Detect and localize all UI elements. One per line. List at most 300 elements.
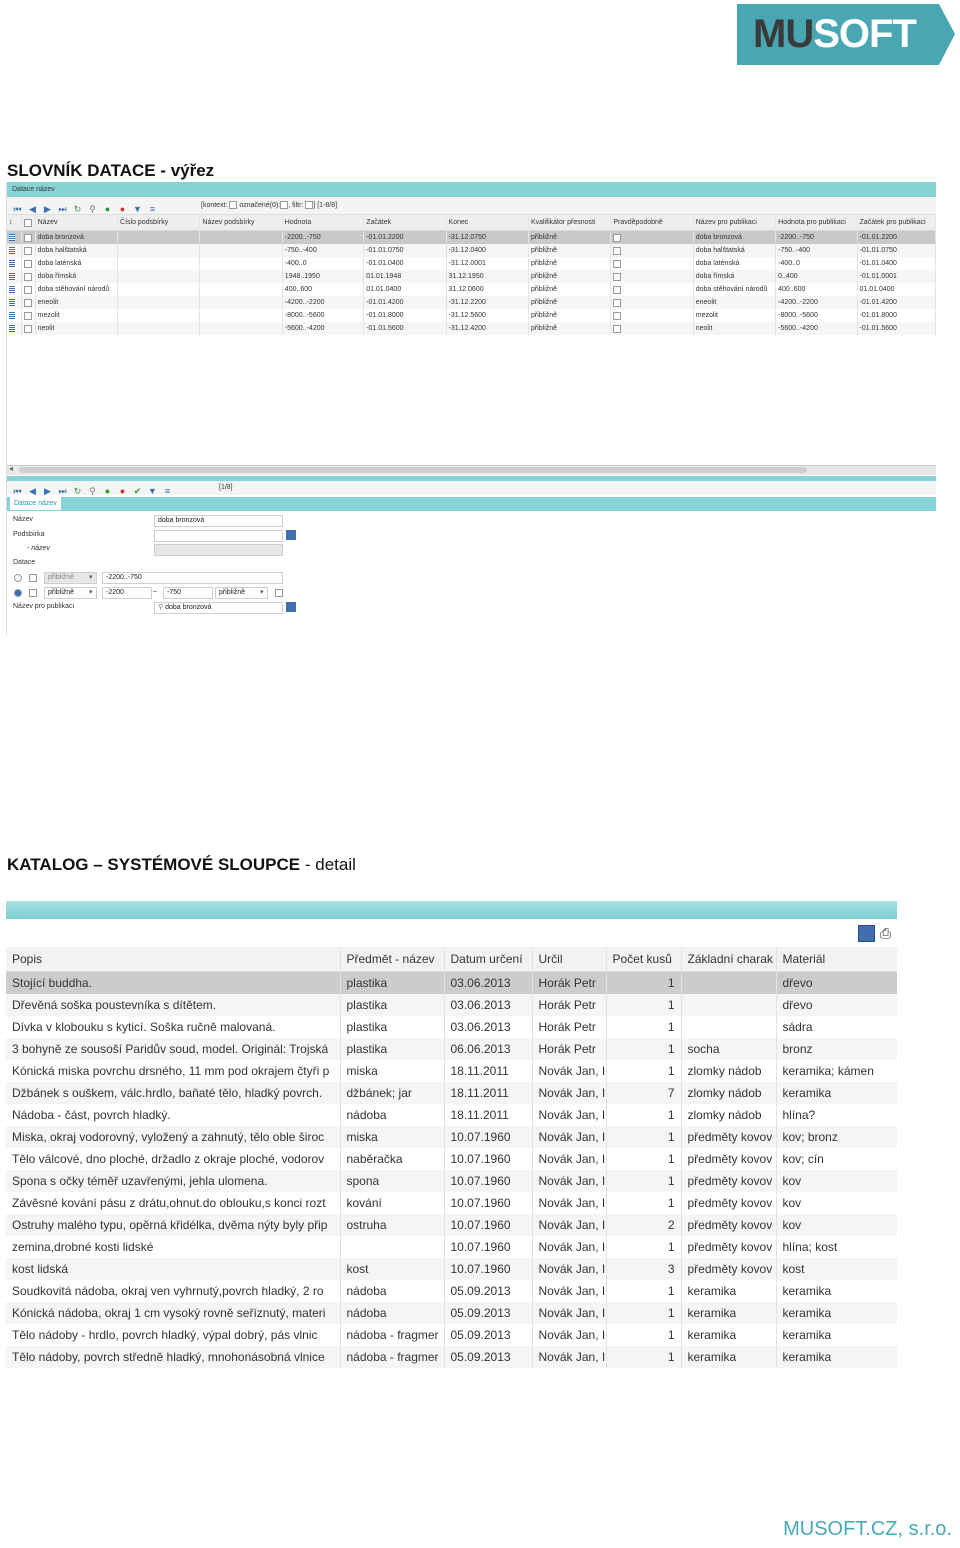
first-record-icon[interactable]: ⏮ (13, 486, 22, 497)
grid1-cell: -31.12.4200 (446, 322, 528, 335)
scroll-left-icon[interactable]: ◂ (9, 464, 14, 473)
grid1-context-bar: [kontext: označené(0): , filtr: ] [1-8/8] (201, 202, 338, 209)
catalog-cell: Novák Jan, I (532, 1104, 606, 1126)
grid1-cell: 01.01.0400 (857, 283, 935, 296)
row-checkbox[interactable] (24, 286, 32, 294)
pravdepodobne-checkbox[interactable] (613, 260, 621, 268)
catalog-cell: předměty kovov (681, 1126, 776, 1148)
catalog-column-header[interactable]: Materiál (776, 947, 897, 972)
catalog-cell: 1 (606, 1236, 681, 1258)
row-detail-icon[interactable] (9, 286, 15, 293)
catalog-column-header[interactable]: Počet kusů (606, 947, 681, 972)
catalog-cell: keramika (681, 1346, 776, 1368)
catalog-cell (681, 972, 776, 995)
grid1-cell (200, 231, 282, 245)
grid1-column-header[interactable]: Hodnota (282, 215, 363, 231)
row-detail-icon[interactable] (9, 299, 15, 306)
pravdepodobne-checkbox[interactable] (613, 299, 621, 307)
last-record-icon[interactable]: ⏭ (58, 486, 67, 497)
catalog-cell: 1 (606, 972, 681, 995)
save-icon[interactable] (858, 925, 875, 942)
datace-interval-checkbox[interactable] (29, 589, 37, 597)
catalog-cell: 1 (606, 1038, 681, 1060)
marked-checkbox[interactable] (280, 201, 288, 209)
grid1-cell: doba stěhování národů (693, 283, 775, 296)
publikace-lookup-icon[interactable] (286, 602, 296, 612)
musoft-logo (737, 4, 955, 65)
table-row[interactable] (6, 1038, 897, 1060)
grid1-horizontal-scrollbar[interactable] (7, 465, 936, 475)
table-row[interactable] (6, 1214, 897, 1236)
catalog-cell: hlína; kost (776, 1236, 897, 1258)
filter-clear-icon[interactable]: ≡ (164, 486, 171, 497)
table-row[interactable] (6, 1170, 897, 1192)
grid1-column-header[interactable]: Začátek pro publikaci (857, 215, 935, 231)
catalog-cell: Novák Jan, I (532, 1280, 606, 1302)
label-nazev-pro-publikaci: Název pro publikaci (13, 603, 75, 610)
datace-dictionary-window (6, 182, 936, 636)
grid1-column-header[interactable]: Název pro publikaci (693, 215, 775, 231)
grid1-cell: -400..0 (282, 257, 363, 270)
catalog-cell: Novák Jan, I (532, 1258, 606, 1280)
catalog-cell: 3 (606, 1258, 681, 1280)
confirm-icon[interactable]: ✔ (133, 486, 142, 497)
grid1-cell (118, 296, 200, 309)
grid1-column-header[interactable]: Kvalifikátor přesnosti (528, 215, 610, 231)
catalog-cell: 1 (606, 994, 681, 1016)
next-record-icon[interactable]: ▶ (44, 486, 51, 497)
grid1-cell (118, 231, 200, 245)
filter-icon[interactable]: ▼ (148, 486, 157, 497)
datace-from-field[interactable]: -2200 (102, 587, 152, 599)
row-checkbox[interactable] (24, 247, 32, 255)
catalog-cell: zlomky nádob (681, 1082, 776, 1104)
grid1-cell: mezolit (35, 309, 117, 322)
catalog-column-header[interactable]: Předmět - název (340, 947, 444, 972)
grid1-cell: -750..-400 (282, 244, 363, 257)
detail-tab-bar (7, 497, 936, 511)
grid1-column-header[interactable]: Konec (446, 215, 528, 231)
datace-range-field[interactable]: -2200..-750 (102, 572, 283, 584)
grid1-cell (611, 257, 693, 270)
section2-title: KATALOG – SYSTÉMOVÉ SLOUPCE - detail (7, 855, 356, 874)
table-row[interactable] (7, 270, 936, 283)
label-podsbirka-nazev: - název (27, 545, 50, 552)
table-row[interactable] (6, 994, 897, 1016)
prev-record-icon[interactable]: ◀ (29, 204, 36, 215)
export-icon[interactable]: ⎙ (880, 925, 892, 941)
grid1-cell: -01.01.4200 (364, 296, 446, 309)
grid1-cell (611, 309, 693, 322)
table-row[interactable] (6, 1016, 897, 1038)
catalog-cell: Kónická miska povrchu drsného, 11 mm pod okrajem čtyři p (6, 1060, 340, 1082)
table-row[interactable] (7, 322, 936, 335)
catalog-cell: 05.09.2013 (444, 1346, 532, 1368)
grid1-cell (200, 309, 282, 322)
pravdepodobne-checkbox[interactable] (613, 234, 621, 242)
catalog-cell: předměty kovov (681, 1236, 776, 1258)
catalog-cell: Džbánek s ouškem, válc.hrdlo, baňaté tělo, hladký povrch. (6, 1082, 340, 1104)
add-icon[interactable]: ● (104, 204, 111, 215)
context-checkbox[interactable] (229, 201, 237, 209)
pravdepodobne-checkbox[interactable] (613, 286, 621, 294)
catalog-cell: 10.07.1960 (444, 1126, 532, 1148)
catalog-cell (681, 994, 776, 1016)
catalog-cell: Horák Petr (532, 972, 606, 995)
grid1-cell: -4200..-2200 (776, 296, 857, 309)
row-checkbox[interactable] (24, 312, 32, 320)
catalog-cell: nádoba (340, 1104, 444, 1126)
grid1-cell (118, 283, 200, 296)
catalog-cell: předměty kovov (681, 1148, 776, 1170)
search-icon[interactable]: ⚲ (89, 204, 96, 215)
filter-checkbox[interactable] (305, 201, 313, 209)
add-icon[interactable]: ● (104, 486, 111, 497)
row-detail-icon[interactable] (9, 247, 15, 254)
chevron-down-icon[interactable]: ▾ (260, 589, 264, 596)
catalog-column-header[interactable]: Popis (6, 947, 340, 972)
catalog-cell: Novák Jan, I (532, 1302, 606, 1324)
catalog-cell: kost lidská (6, 1258, 340, 1280)
table-row[interactable] (7, 283, 936, 296)
catalog-cell: Horák Petr (532, 1016, 606, 1038)
catalog-cell: kov; cín (776, 1148, 897, 1170)
table-row[interactable] (6, 1280, 897, 1302)
grid1-cell: -400..0 (776, 257, 857, 270)
grid1-cell (118, 257, 200, 270)
delete-icon[interactable]: ● (119, 486, 126, 497)
grid1-cell (611, 270, 693, 283)
grid1-cell: přibližně (528, 322, 610, 335)
catalog-header-row (6, 947, 897, 972)
grid1-cell: 01.01.1948 (364, 270, 446, 283)
catalog-cell: kov (776, 1214, 897, 1236)
catalog-cell: nádoba (340, 1302, 444, 1324)
row-checkbox[interactable] (24, 299, 32, 307)
row-detail-icon[interactable] (9, 325, 15, 332)
catalog-cell: Novák Jan, I (532, 1214, 606, 1236)
detail-record-counter: [1/8] (219, 484, 233, 491)
grid1-column-header[interactable]: Číslo podsbírky (118, 215, 200, 231)
grid1-cell: -31.12.5600 (446, 309, 528, 322)
detail-form (7, 512, 299, 614)
prev-record-icon[interactable]: ◀ (29, 486, 36, 497)
podsbirka-lookup-icon[interactable] (286, 530, 296, 540)
catalog-cell: džbánek; jar (340, 1082, 444, 1104)
grid1-cell: přibližně (528, 296, 610, 309)
filter-clear-icon[interactable]: ≡ (149, 204, 156, 215)
catalog-cell: keramika (681, 1280, 776, 1302)
catalog-cell: Horák Petr (532, 1038, 606, 1060)
catalog-cell: 1 (606, 1324, 681, 1346)
catalog-cell: nádoba - fragmer (340, 1346, 444, 1368)
catalog-cell: Nádoba - část, povrch hladký. (6, 1104, 340, 1126)
catalog-toolbar (6, 920, 897, 946)
row-detail-icon[interactable] (9, 312, 15, 319)
catalog-cell: Kónická nádoba, okraj 1 cm vysoký rovně seříznutý, materi (6, 1302, 340, 1324)
grid1-cell: -01.01.8000 (364, 309, 446, 322)
grid1-cell: -01.01.0750 (364, 244, 446, 257)
catalog-cell: Miska, okraj vodorovný, vyložený a zahnutý, tělo oble široc (6, 1126, 340, 1148)
grid1-cell: 01.01.0400 (364, 283, 446, 296)
catalog-cell: zemina,drobné kosti lidské (6, 1236, 340, 1258)
table-row[interactable] (7, 309, 936, 322)
label-datace: Datace (13, 559, 36, 566)
catalog-cell: bronz (776, 1038, 897, 1060)
catalog-cell: 2 (606, 1214, 681, 1236)
catalog-column-header[interactable]: Určil (532, 947, 606, 972)
next-record-icon[interactable]: ▶ (44, 204, 51, 215)
grid1-cell (200, 283, 282, 296)
catalog-cell: 1 (606, 1126, 681, 1148)
row-checkbox[interactable] (24, 260, 32, 268)
catalog-grid (6, 947, 897, 1368)
row-detail-icon[interactable] (9, 234, 15, 241)
table-row[interactable] (6, 1192, 897, 1214)
grid1-cell: přibližně (528, 244, 610, 257)
grid1-cell: 400..600 (776, 283, 857, 296)
select-all-checkbox[interactable] (21, 215, 35, 231)
table-row[interactable] (6, 1148, 897, 1170)
catalog-cell: keramika (681, 1324, 776, 1346)
logo-text-mu: MU (753, 12, 814, 56)
grid1-cell: -01.01.0400 (364, 257, 446, 270)
grid1-cell: 31.12.1950 (446, 270, 528, 283)
datace-interval-radio[interactable] (14, 589, 22, 597)
grid1-cell (611, 283, 693, 296)
catalog-cell: keramika (681, 1302, 776, 1324)
grid1-cell (611, 322, 693, 335)
table-row[interactable] (7, 257, 936, 270)
catalog-cell: 06.06.2013 (444, 1038, 532, 1060)
catalog-cell: 7 (606, 1082, 681, 1104)
qualifier-select-1[interactable]: přibližně (44, 572, 97, 584)
catalog-cell: sádra (776, 1016, 897, 1038)
scrollbar-thumb[interactable] (19, 467, 807, 473)
podsbirka-field[interactable] (154, 530, 283, 542)
detail-tab[interactable]: Datace název (10, 497, 61, 510)
datace-range-checkbox[interactable] (29, 574, 37, 582)
range-dash: – (153, 588, 157, 595)
grid1-cell: -8000..-5600 (776, 309, 857, 322)
grid1-cell: přibližně (528, 270, 610, 283)
publikace-field[interactable]: ⚲ doba bronzová (154, 602, 283, 614)
qualifier-select-3[interactable]: přibližně (215, 587, 268, 599)
grid1-column-header[interactable]: Pravděpodobně (611, 215, 693, 231)
filter-icon[interactable]: ▼ (133, 204, 142, 215)
nazev-field[interactable]: doba bronzová (154, 515, 283, 527)
datace-to-field[interactable]: -750 (163, 587, 213, 599)
catalog-cell: keramika (776, 1346, 897, 1368)
label-nazev: Název (13, 516, 33, 523)
section1-title: SLOVNÍK DATACE - výřez (7, 161, 215, 180)
table-row[interactable] (6, 1126, 897, 1148)
pravdepodobne-checkbox[interactable] (275, 589, 283, 597)
table-row[interactable] (6, 1346, 897, 1368)
catalog-cell: keramika (776, 1302, 897, 1324)
table-row[interactable] (7, 296, 936, 309)
grid1-cell: mezolit (693, 309, 775, 322)
qualifier-select-2[interactable]: přibližně (44, 587, 97, 599)
delete-icon[interactable]: ● (119, 204, 126, 215)
grid1-cell: přibližně (528, 231, 610, 245)
grid1-cell (200, 270, 282, 283)
catalog-cell: Novák Jan, I (532, 1346, 606, 1368)
catalog-column-header[interactable]: Základní charak (681, 947, 776, 972)
grid1-cell: eneolit (35, 296, 117, 309)
catalog-cell: kov (776, 1170, 897, 1192)
catalog-cell: 10.07.1960 (444, 1192, 532, 1214)
grid1-record-count: [1-8/8] (317, 202, 338, 209)
catalog-cell: Ostruhy malého typu, opěrná křidélka, dvěma nýty byly přip (6, 1214, 340, 1236)
catalog-cell: keramika (776, 1324, 897, 1346)
catalog-header-bar (6, 901, 897, 919)
grid1-cell: doba halštatská (693, 244, 775, 257)
grid1-cell: doba bronzová (693, 231, 775, 245)
catalog-cell: 1 (606, 1192, 681, 1214)
logo-text-soft: SOFT (813, 12, 916, 56)
refresh-icon[interactable]: ↻ (73, 486, 82, 497)
pravdepodobne-checkbox[interactable] (613, 247, 621, 255)
grid1-panel-header (7, 182, 936, 197)
grid1-cell: 0..400 (776, 270, 857, 283)
search-icon[interactable]: ⚲ (89, 486, 96, 497)
row-detail-icon[interactable] (9, 260, 15, 267)
catalog-cell: ostruha (340, 1214, 444, 1236)
table-row[interactable] (6, 1258, 897, 1280)
datace-range-radio[interactable] (14, 574, 22, 582)
catalog-cell: keramika; kámen (776, 1060, 897, 1082)
catalog-cell: kov; bronz (776, 1126, 897, 1148)
last-record-icon[interactable]: ⏭ (58, 204, 67, 215)
row-checkbox[interactable] (24, 234, 32, 242)
chevron-down-icon[interactable]: ▾ (89, 574, 93, 581)
grid1-column-header[interactable]: Název podsbírky (200, 215, 282, 231)
grid1-cell (200, 244, 282, 257)
catalog-cell: Soudkovitá nádoba, okraj ven vyhrnutý,povrch hladký, 2 ro (6, 1280, 340, 1302)
grid1-cell (611, 296, 693, 309)
catalog-cell: 18.11.2011 (444, 1082, 532, 1104)
catalog-cell: plastika (340, 1016, 444, 1038)
row-detail-icon[interactable] (9, 273, 15, 280)
grid1-cell (118, 322, 200, 335)
catalog-cell: 1 (606, 1016, 681, 1038)
catalog-cell: Dřevěná soška poustevníka s dítětem. (6, 994, 340, 1016)
grid1-cell: -01.01.0750 (857, 244, 935, 257)
table-row[interactable] (6, 972, 897, 995)
catalog-cell: miska (340, 1060, 444, 1082)
catalog-cell: kování (340, 1192, 444, 1214)
grid1-cell: -31.12.0750 (446, 231, 528, 245)
catalog-cell: předměty kovov (681, 1214, 776, 1236)
detail-toolbar (7, 481, 936, 495)
catalog-cell: hlína? (776, 1104, 897, 1126)
catalog-cell: 05.09.2013 (444, 1302, 532, 1324)
grid1-header-row (7, 215, 936, 231)
row-checkbox[interactable] (24, 273, 32, 281)
catalog-cell: plastika (340, 972, 444, 995)
grid1-cell: doba římská (693, 270, 775, 283)
catalog-cell: 3 bohyně ze sousoší Paridův soud, model. Originál: Trojská (6, 1038, 340, 1060)
catalog-column-header[interactable]: Datum určení (444, 947, 532, 972)
catalog-cell: 10.07.1960 (444, 1236, 532, 1258)
catalog-cell: Novák Jan, I (532, 1148, 606, 1170)
grid1-column-header[interactable]: Název (35, 215, 117, 231)
table-row[interactable] (6, 1236, 897, 1258)
first-record-icon[interactable]: ⏮ (13, 204, 22, 215)
grid1-cell: -31.12.0001 (446, 257, 528, 270)
grid1-cell: -5600..-4200 (776, 322, 857, 335)
catalog-cell: 1 (606, 1302, 681, 1324)
table-row[interactable] (7, 231, 936, 245)
table-row[interactable] (6, 1302, 897, 1324)
grid1-column-header[interactable]: Hodnota pro publikaci (776, 215, 857, 231)
grid1-cell: přibližně (528, 283, 610, 296)
catalog-cell: Tělo nádoby, povrch středně hladký, mnohonásobná vlnice (6, 1346, 340, 1368)
grid1-panel-title: Datace název (12, 186, 55, 193)
catalog-cell: keramika (776, 1082, 897, 1104)
pravdepodobne-checkbox[interactable] (613, 325, 621, 333)
grid1-cell: přibližně (528, 309, 610, 322)
sort-icon[interactable]: ↕ (7, 215, 21, 231)
catalog-cell: Závěsné kování pásu z drátu,ohnut.do oblouku,s konci rozt (6, 1192, 340, 1214)
grid1-toolbar (7, 198, 936, 215)
catalog-cell: Tělo válcové, dno ploché, držadlo z okraje ploché, vodorov (6, 1148, 340, 1170)
catalog-cell: Stojící buddha. (6, 972, 340, 995)
catalog-cell: dřevo (776, 994, 897, 1016)
catalog-cell: socha (681, 1038, 776, 1060)
podsbirka-nazev-field (154, 544, 283, 556)
grid1-column-header[interactable]: Začátek (364, 215, 446, 231)
table-row[interactable] (6, 1324, 897, 1346)
catalog-cell: spona (340, 1170, 444, 1192)
grid1-cell: přibližně (528, 257, 610, 270)
grid1-cell: -01.01.0400 (857, 257, 935, 270)
catalog-cell: Novák Jan, I (532, 1126, 606, 1148)
catalog-cell: Horák Petr (532, 994, 606, 1016)
grid1-cell: doba stěhování národů (35, 283, 117, 296)
grid1-cell: 31.12.0600 (446, 283, 528, 296)
grid1-cell: -01.01.4200 (857, 296, 935, 309)
label-podsbirka: Podsbírka (13, 531, 45, 538)
pravdepodobne-checkbox[interactable] (613, 273, 621, 281)
row-checkbox[interactable] (24, 325, 32, 333)
table-row[interactable] (6, 1082, 897, 1104)
catalog-cell: Novák Jan, I (532, 1192, 606, 1214)
catalog-cell: předměty kovov (681, 1258, 776, 1280)
refresh-icon[interactable]: ↻ (73, 204, 82, 215)
catalog-cell: 05.09.2013 (444, 1280, 532, 1302)
catalog-cell: Novák Jan, I (532, 1170, 606, 1192)
catalog-cell: dřevo (776, 972, 897, 995)
catalog-cell: naběračka (340, 1148, 444, 1170)
catalog-cell: 1 (606, 1170, 681, 1192)
chevron-down-icon[interactable]: ▾ (89, 589, 93, 596)
catalog-cell: předměty kovov (681, 1192, 776, 1214)
table-row[interactable] (6, 1104, 897, 1126)
table-row[interactable] (6, 1060, 897, 1082)
grid1-cell (200, 322, 282, 335)
grid1-cell: eneolit (693, 296, 775, 309)
catalog-cell: 1 (606, 1060, 681, 1082)
table-row[interactable] (7, 244, 936, 257)
pravdepodobne-checkbox[interactable] (613, 312, 621, 320)
grid1-cell: doba římská (35, 270, 117, 283)
grid1-cell: doba laténská (35, 257, 117, 270)
catalog-cell (681, 1016, 776, 1038)
grid1-cell: -01.01.2200 (364, 231, 446, 245)
grid1-cell (200, 257, 282, 270)
